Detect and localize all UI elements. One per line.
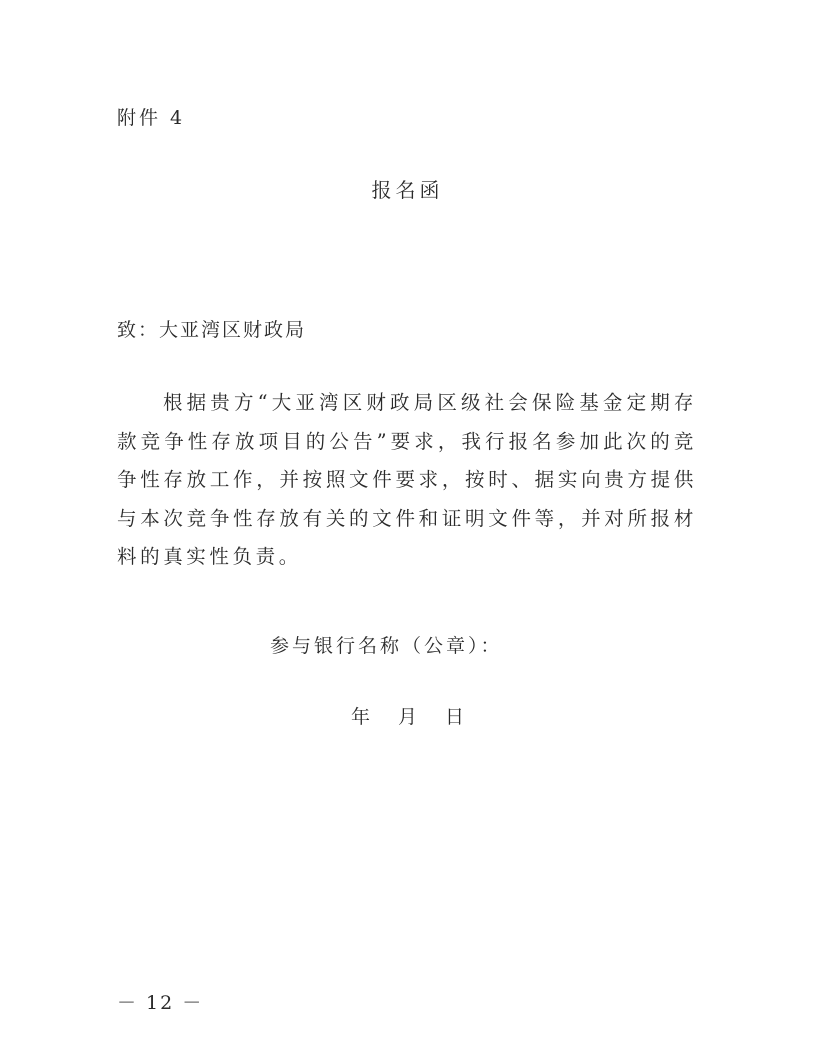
date-month-label: 月: [397, 706, 417, 728]
bank-name-seal-line: 参与银行名称（公章）：: [270, 635, 503, 657]
page-number: － 12 －: [117, 992, 204, 1014]
date-year-label: 年: [350, 706, 370, 728]
attachment-label: 附件 4: [117, 107, 186, 129]
date-line: [0, 702, 815, 729]
body-paragraph: 根据贵方“大亚湾区财政局区级社会保险基金定期存款竞争性存放项目的公告”要求，我行报名参加此次的竞争性存放工作，并按照文件要求，按时、据实向贵方提供与本次竞争性存放有关的文件和证明文件等，并对所报材料的真实性负责。: [117, 391, 697, 568]
document-title: 报名函: [371, 178, 444, 202]
date-day-label: 日: [445, 706, 465, 728]
recipient-line: 致：大亚湾区财政局: [117, 319, 307, 341]
